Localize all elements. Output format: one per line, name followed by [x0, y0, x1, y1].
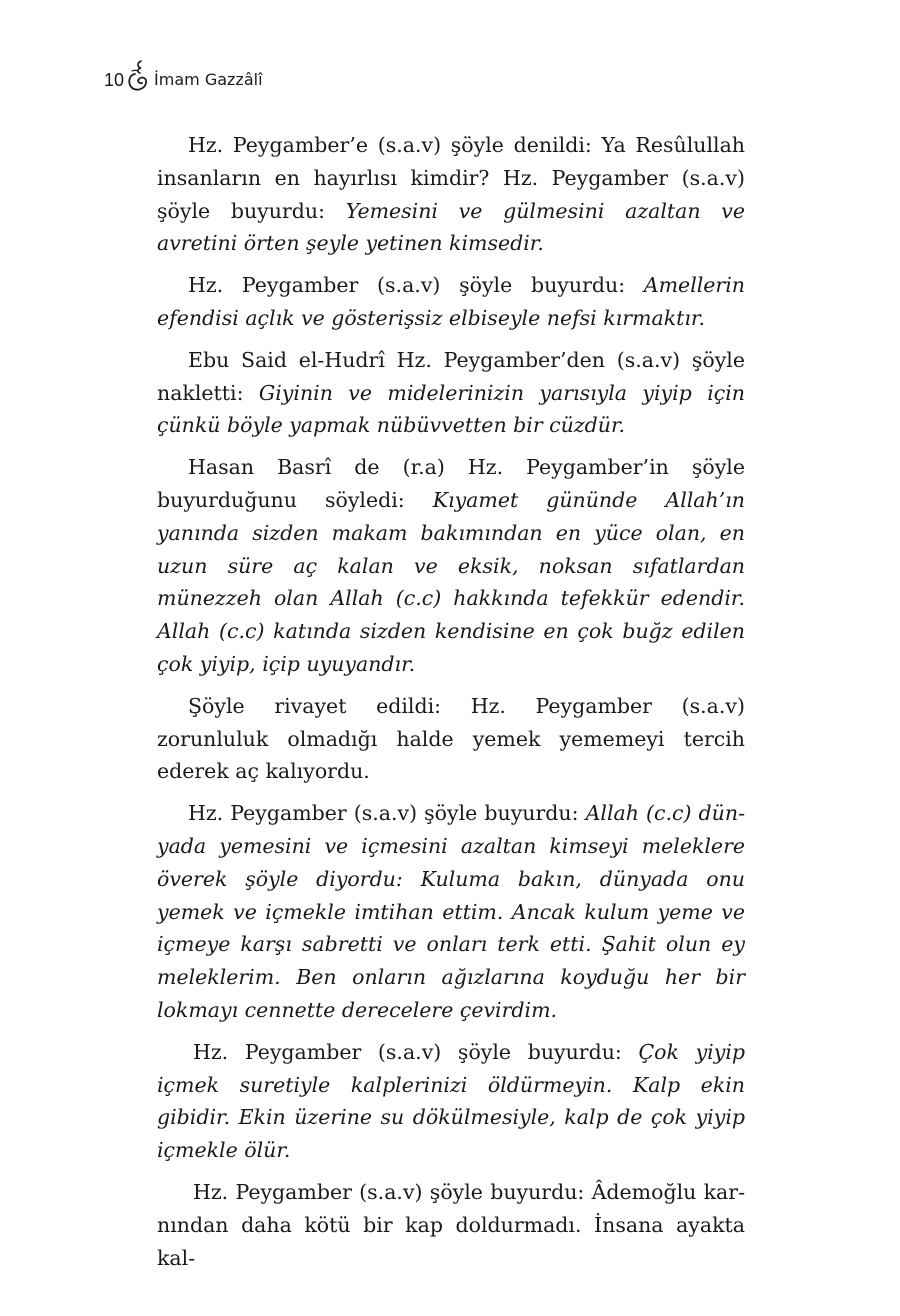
hadith-quote: Yemesini ve gülmesini azaltan ve avretini örten şeyle yetinen kimsedir.: [157, 198, 745, 256]
paragraph-text: Hz. Peygamber (s.a.v) şöyle buyurdu:: [188, 801, 586, 826]
paragraph-text: Hz. Peygamber (s.a.v) şöyle buyurdu:: [188, 273, 644, 298]
paragraph-text: Hasan Basrî de (r.a) Hz. Peygamber’in şöyle buyurduğunu söyledi:: [157, 455, 745, 512]
paragraph-text: Hz. Peygamber’e (s.a.v) şöyle denildi: Ya Resûlullah insanların en hayırlısı kimdir? Hz. Peygamber (s.a.v) şöyle buyurdu:: [157, 133, 745, 223]
hadith-quote: Allah (c.c) dünyada yemesini ve içmesini azaltan kimseyi meleklere överek şöyle diyordu: Kuluma bakın, dünyada onu yemek ve içmekle imtihan ettim. Ancak kulum yeme ve içmeye karşı sabretti ve onları terk etti. Şahit olun ey meleklerim. Ben onların ağızlarına koyduğu her bir lokmayı cennette derecelere çevirdim.: [157, 801, 745, 1022]
paragraph-text: Ebu Said el-Hudrî Hz. Peygamber’den (s.a.v) şöyle nakletti:: [157, 347, 745, 405]
paragraph-text: Hz. Peygamber (s.a.v) şöyle buyurdu:: [193, 1039, 639, 1064]
paragraph: [157, 797, 745, 1027]
page-number: 10: [104, 70, 125, 90]
hadith-quote: Kıyamet gününde Allah’ın yanında sizden makam bakımından en yüce olan, en uzun süre aç kalan ve eksik, noksan sıfatlardan münezzeh olan Allah (c.c) hakkında tefekkür edendir. Allah (c.c) katında sizden kendisine en çok buğz edilen çok yiyip, içip uyuyandır.: [157, 487, 746, 676]
paragraph-text: Şöyle rivayet edildi: Hz. Peygamber (s.a.v) zorunluluk olmadığı halde yemek yememeyi tercih ederek aç kalıyordu.: [157, 693, 745, 784]
paragraph: [157, 1036, 745, 1167]
paragraph: [157, 344, 745, 442]
paragraph: [157, 129, 745, 260]
hadith-quote: Giyinin ve midelerinizin yarısıyla yiyip için çünkü böyle yapmak nübüvvetten bir cüzdür.: [157, 380, 745, 438]
page-header: [104, 56, 263, 92]
paragraph: [157, 1176, 745, 1307]
running-title: İmam Gazzâlî: [154, 70, 263, 89]
hadith-quote: Çok yiyip içmek suretiyle kalplerinizi öldürmeyin. Kalp ekin gibidir. Ekin üzerine su dökülmesiyle, kalp de çok yiyip içmekle ölür.: [157, 1039, 745, 1163]
paragraph: [157, 451, 745, 681]
paragraph: [157, 690, 745, 788]
calligraphic-ornament-icon: [126, 58, 150, 92]
body-text: [157, 129, 745, 1316]
hadith-quote: Amellerin efendisi açlık ve gösterişsiz elbiseyle nefsi kırmaktır.: [157, 273, 745, 330]
paragraph-text: Hz. Peygamber (s.a.v) şöyle buyurdu: Âdemoğlu karnından daha kötü bir kap doldurmadı. İnsana ayakta kal-: [157, 1179, 745, 1270]
paragraph: [157, 269, 745, 335]
